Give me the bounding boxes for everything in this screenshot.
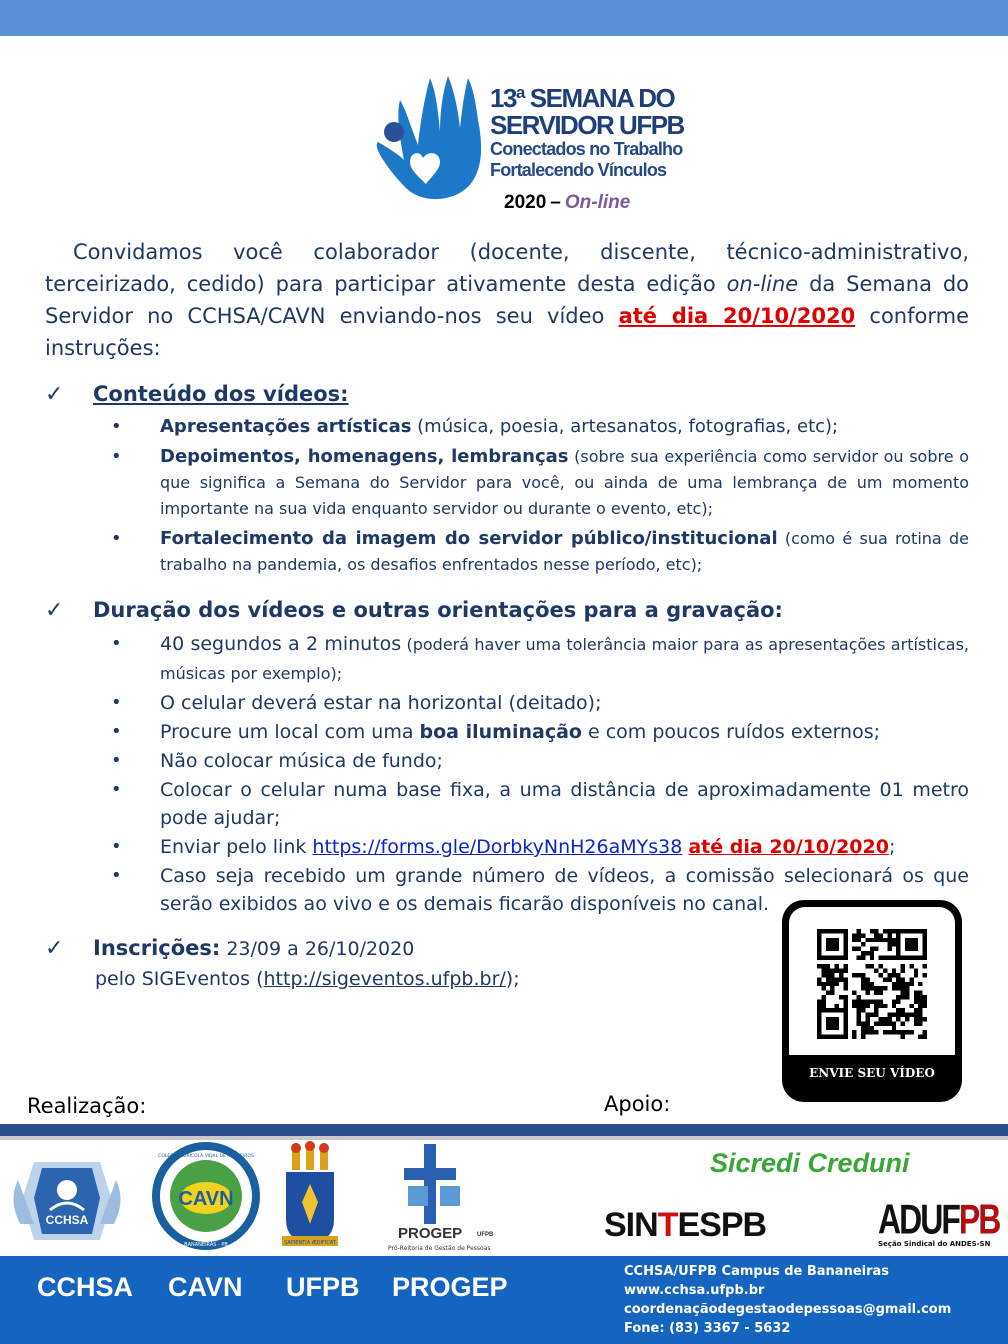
item-text: (poderá haver uma tolerância maior para as apresentações artísticas, músicas por exemplo);: [160, 635, 969, 683]
forms-link[interactable]: https://forms.gle/DorbkyNnH26aMYs38: [312, 836, 683, 858]
sigeventos-link[interactable]: http://sigeventos.ufpb.br/: [263, 968, 506, 990]
cchsa-logo: [13, 1162, 120, 1240]
logo-text: [490, 84, 684, 180]
list-item: [115, 833, 969, 861]
adufpb-logo: [878, 1196, 999, 1244]
cavn-ring-text: COLÉGIO AGRÍCOLA VIDAL DE NEGREIROS: [158, 1154, 254, 1159]
item-bold: Depoimentos, homenagens, lembranças: [160, 446, 569, 467]
qr-code-area: [789, 907, 955, 1055]
sintespb-a: SIN: [604, 1206, 658, 1244]
sicredi-logo: Sicredi Creduni: [710, 1148, 910, 1178]
adufpb-subtitle: Seção Sindical do ANDES-SN: [878, 1240, 991, 1248]
footer-name-progep: PROGEP: [392, 1272, 508, 1302]
contact-email[interactable]: coordenaçãodegestaodepessoas@gmail.com: [624, 1302, 952, 1317]
item-rest: (sobre sua experiência como servidor ou sobre o que significa a Semana do Servidor para você, ou ainda de uma lembrança de um momento importante na sua vida enquanto servidor ou durante o evento, etc);: [160, 447, 970, 518]
online-text: On-line: [564, 192, 631, 213]
logo-line3: Conectados no Trabalho: [490, 139, 683, 159]
checkmark-icon: ✓: [45, 382, 64, 407]
ufpb-motto: SAPIENTIA ÆDIFICAT: [284, 1240, 336, 1246]
contact-website[interactable]: www.cchsa.ufpb.br: [624, 1283, 765, 1298]
qr-code-card[interactable]: [782, 900, 962, 1102]
registration-label: Inscrições:: [93, 936, 221, 960]
list-item: [115, 718, 969, 746]
item-bold: Apresentações artísticas: [160, 416, 412, 437]
adufpb-a: ADUF: [878, 1196, 959, 1243]
progep-sub-text: Pró-Reitoria de Gestão de Pessoas: [388, 1245, 491, 1252]
event-year: [504, 192, 630, 214]
item-bold: boa iluminação: [419, 721, 582, 743]
cavn-bottom-text: BANANEIRAS - PB: [184, 1242, 228, 1248]
progep-ufpb-text: UFPB: [477, 1232, 494, 1238]
registration-text-end: );: [505, 968, 520, 990]
adufpb-b: PB: [958, 1196, 1000, 1243]
logo-line4: Fortalecendo Vínculos: [490, 160, 667, 180]
list-item: [115, 444, 969, 522]
contact-campus: CCHSA/UFPB Campus de Bananeiras: [624, 1264, 890, 1279]
item-end: ;: [888, 836, 896, 858]
cchsa-logo-text: CCHSA: [45, 1213, 89, 1227]
top-bar: [0, 0, 1008, 36]
hand-heart-icon: [368, 70, 493, 210]
logo-line2: SERVIDOR UFPB: [490, 110, 684, 140]
divider-blue: [0, 1124, 1008, 1136]
intro-paragraph: [45, 236, 969, 364]
list-item: • Não colocar música de fundo;: [115, 747, 969, 775]
list-item: [115, 526, 969, 578]
qr-code-icon: [817, 929, 927, 1039]
footer-contacts: [624, 1262, 951, 1338]
duration-list: [115, 630, 969, 919]
checkmark-icon: ✓: [45, 936, 64, 961]
cavn-logo: [152, 1142, 260, 1250]
list-item: [115, 630, 969, 688]
registration-line1: [93, 936, 414, 960]
contact-phone: Fone: (83) 3367 - 5632: [624, 1321, 791, 1336]
intro-online: on-line: [726, 272, 799, 296]
item-text: 40 segundos a 2 minutos: [160, 633, 402, 655]
list-item: [115, 414, 969, 440]
cavn-logo-text: CAVN: [178, 1188, 234, 1210]
intro-text3: conforme instruções:: [45, 304, 969, 360]
footer-name-cavn: CAVN: [168, 1272, 243, 1302]
sintespb-b: ESPB: [677, 1206, 767, 1244]
intro-deadline: até dia 20/10/2020: [618, 304, 856, 328]
ufpb-crest: [282, 1141, 338, 1246]
year-dash: –: [550, 192, 561, 213]
qr-label: ENVIE SEU VÍDEO: [809, 1066, 935, 1080]
list-item: • Caso seja recebido um grande número de vídeos, a comissão selecionará os que serão exibidos ao vivo e os demais ficarão disponíveis no canal.: [115, 862, 969, 918]
section-duration-title: Duração dos vídeos e outras orientações para a gravação:: [93, 598, 783, 622]
sintespb-t: T: [657, 1206, 678, 1244]
registration-text: pelo SIGEventos (: [95, 968, 264, 990]
logo-line1: 13ª SEMANA DO: [490, 83, 675, 113]
realizacao-label: Realização:: [27, 1094, 147, 1118]
footer-name-cchsa: CCHSA: [37, 1272, 134, 1302]
item-bold: Fortalecimento da imagem do servidor público/institucional: [160, 528, 778, 549]
item-rest: (música, poesia, artesanatos, fotografias, etc);: [411, 416, 839, 437]
list-item: • Colocar o celular numa base fixa, a uma distância de aproximadamente 01 metro pode ajudar;: [115, 776, 969, 832]
progep-logo: [388, 1144, 494, 1252]
footer-name-ufpb: UFPB: [286, 1272, 360, 1302]
item-text: e com poucos ruídos externos;: [581, 721, 881, 743]
registration-line2: [95, 968, 520, 990]
progep-logo-text: PROGEP: [398, 1225, 463, 1242]
item-text: Procure um local com uma: [160, 721, 420, 743]
intro-text1: Convidamos você colaborador (docente, discente, técnico-administrativo, terceirizado, cedido) para participar ativamente desta edição: [45, 240, 969, 296]
year-text: 2020: [504, 192, 547, 213]
checkmark-icon: ✓: [45, 598, 64, 623]
registration-dates: 23/09 a 26/10/2020: [220, 938, 415, 960]
item-deadline: até dia 20/10/2020: [688, 836, 889, 858]
intro-text2: da Semana do Servidor no CCHSA/CAVN enviando-nos seu vídeo: [45, 272, 970, 328]
section-content-title: Conteúdo dos vídeos:: [93, 382, 349, 406]
sintespb-logo: [604, 1206, 766, 1245]
content-list: [115, 414, 969, 582]
item-text: Enviar pelo link: [160, 836, 313, 858]
list-item: • O celular deverá estar na horizontal (deitado);: [115, 689, 969, 717]
apoio-label: Apoio:: [604, 1092, 671, 1116]
item-rest: (como é sua rotina de trabalho na pandemia, os desafios enfrentados nesse período, etc);: [160, 529, 970, 574]
